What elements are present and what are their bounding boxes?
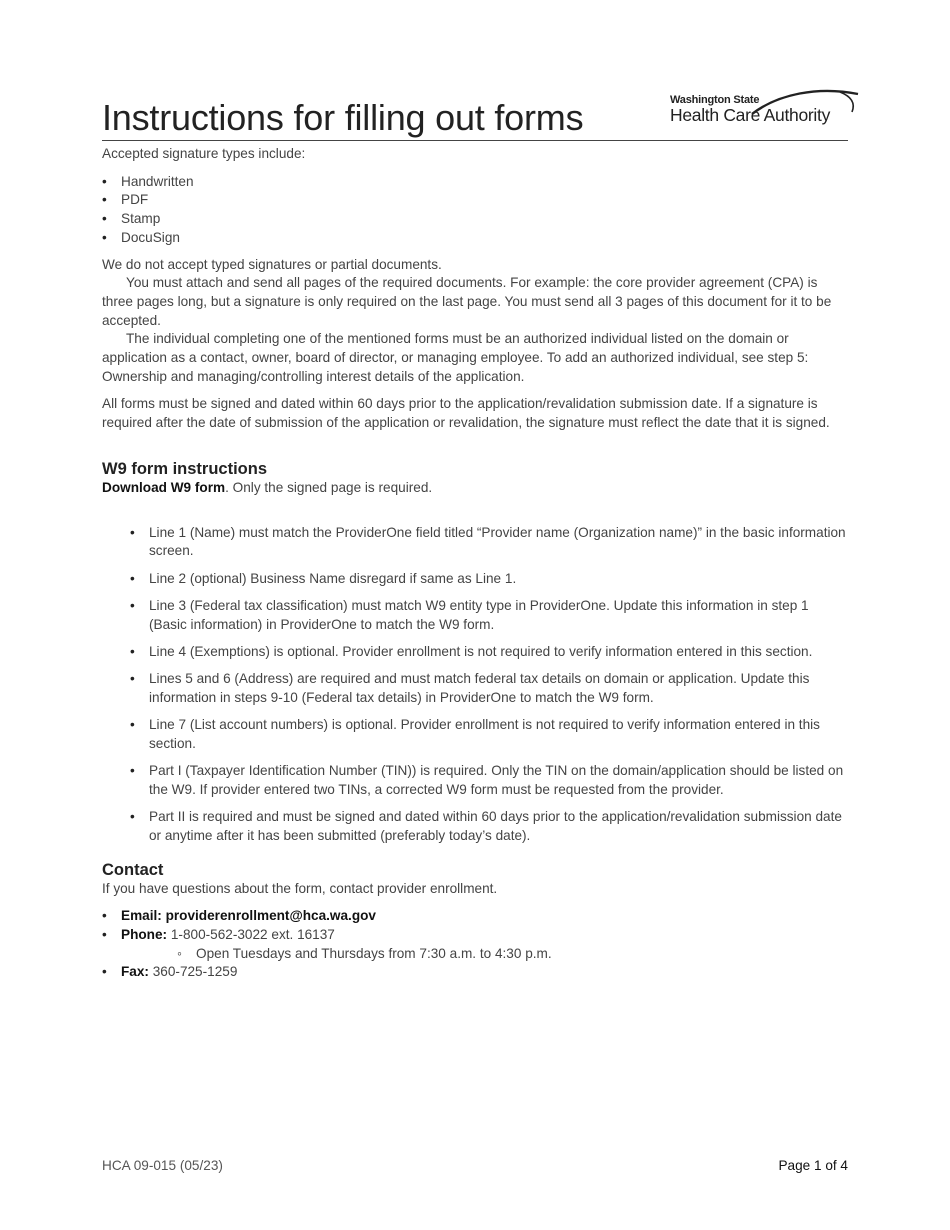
- contact-heading: Contact: [102, 860, 164, 879]
- list-item: • Part II is required and must be signed and dated within 60 days prior to the application/revalidation submission date or anytime after it has been submitted (preferably today’s date).: [130, 808, 848, 845]
- contact-list: [102, 907, 848, 982]
- download-w9-link[interactable]: Download W9 form: [102, 479, 226, 495]
- signing-date-text: All forms must be signed and dated within 60 days prior to the application/revalidation submission date. If a signature is required after the date of submission of the application or revalidation, the signature must reflect the date that it is signed.: [102, 396, 830, 431]
- w9-download-line: [102, 479, 848, 498]
- authorized-individual-text: The individual completing one of the mentioned forms must be an authorized individual listed on the domain or application as a contact, owner, board of director, or managing employee. To add an authorized individual, see step 5: Ownership and managing/controlling interest details of the application.: [102, 331, 809, 384]
- w9-heading: W9 form instructions: [102, 459, 268, 478]
- page-number: Page 1 of 4: [778, 1158, 848, 1173]
- signature-intro: Accepted signature types include:: [102, 146, 306, 161]
- logo-agency-text: Health Care Authority: [670, 105, 831, 125]
- list-item: • Line 3 (Federal tax classification) must match W9 entity type in ProviderOne. Update this information in step 1 (Basic information) in ProviderOne to match the W9 form.: [130, 597, 848, 634]
- page-title: Instructions for filling out forms: [102, 97, 584, 138]
- fax-label: Fax:: [121, 964, 149, 980]
- no-typed-signatures-text: We do not accept typed signatures or partial documents.: [102, 256, 442, 272]
- list-item: • Line 2 (optional) Business Name disregard if same as Line 1.: [130, 570, 848, 589]
- logo-state-text: Washington State: [670, 94, 760, 106]
- contact-phone: [102, 926, 848, 963]
- email-label: Email:: [121, 908, 162, 924]
- list-item: • Lines 5 and 6 (Address) are required and must match federal tax details on domain or application. Update this information in steps 9-10 (Federal tax details) in ProviderOne to match the W9 form.: [130, 670, 848, 707]
- contact-fax: [102, 963, 848, 982]
- phone-hours-list: [121, 945, 848, 964]
- list-item: • Stamp: [102, 210, 848, 229]
- list-item: • Handwritten: [102, 173, 848, 192]
- signature-type-list: [102, 173, 848, 248]
- form-id: HCA 09-015 (05/23): [102, 1158, 223, 1173]
- hca-logo: [670, 92, 860, 126]
- list-item: • Line 1 (Name) must match the ProviderOne field titled “Provider name (Organization name)” in the basic information screen.: [130, 524, 848, 561]
- attach-pages-text: You must attach and send all pages of the required documents. For example: the core provider agreement (CPA) is three pages long, but a signature is only required on the last page. You must send all 3 pages of this document for it to be accepted.: [102, 275, 832, 328]
- page-header: [102, 88, 848, 141]
- list-item: • Line 7 (List account numbers) is optional. Provider enrollment is not required to verify information entered in this section.: [130, 716, 848, 753]
- w9-instruction-list: [102, 524, 848, 846]
- contact-email: [102, 907, 848, 926]
- list-item: • Line 4 (Exemptions) is optional. Provider enrollment is not required to verify information entered in this section.: [130, 643, 848, 662]
- list-item: • PDF: [102, 191, 848, 210]
- phone-label: Phone:: [121, 926, 168, 942]
- contact-intro: If you have questions about the form, contact provider enrollment.: [102, 880, 498, 896]
- phone-hours: ◦ Open Tuesdays and Thursdays from 7:30 a.m. to 4:30 p.m.: [177, 945, 848, 964]
- fax-value: 360-725-1259: [152, 964, 238, 980]
- document-page: [102, 88, 848, 982]
- phone-value: 1-800-562-3022 ext. 16137: [170, 926, 335, 942]
- email-link[interactable]: providerenrollment@hca.wa.gov: [165, 908, 376, 924]
- w9-download-note: . Only the signed page is required.: [225, 479, 433, 495]
- list-item: • Part I (Taxpayer Identification Number (TIN)) is required. Only the TIN on the domain/application should be listed on the W9. If provider entered two TINs, a corrected W9 form must be requested from the provider.: [130, 762, 848, 799]
- list-item: • DocuSign: [102, 229, 848, 248]
